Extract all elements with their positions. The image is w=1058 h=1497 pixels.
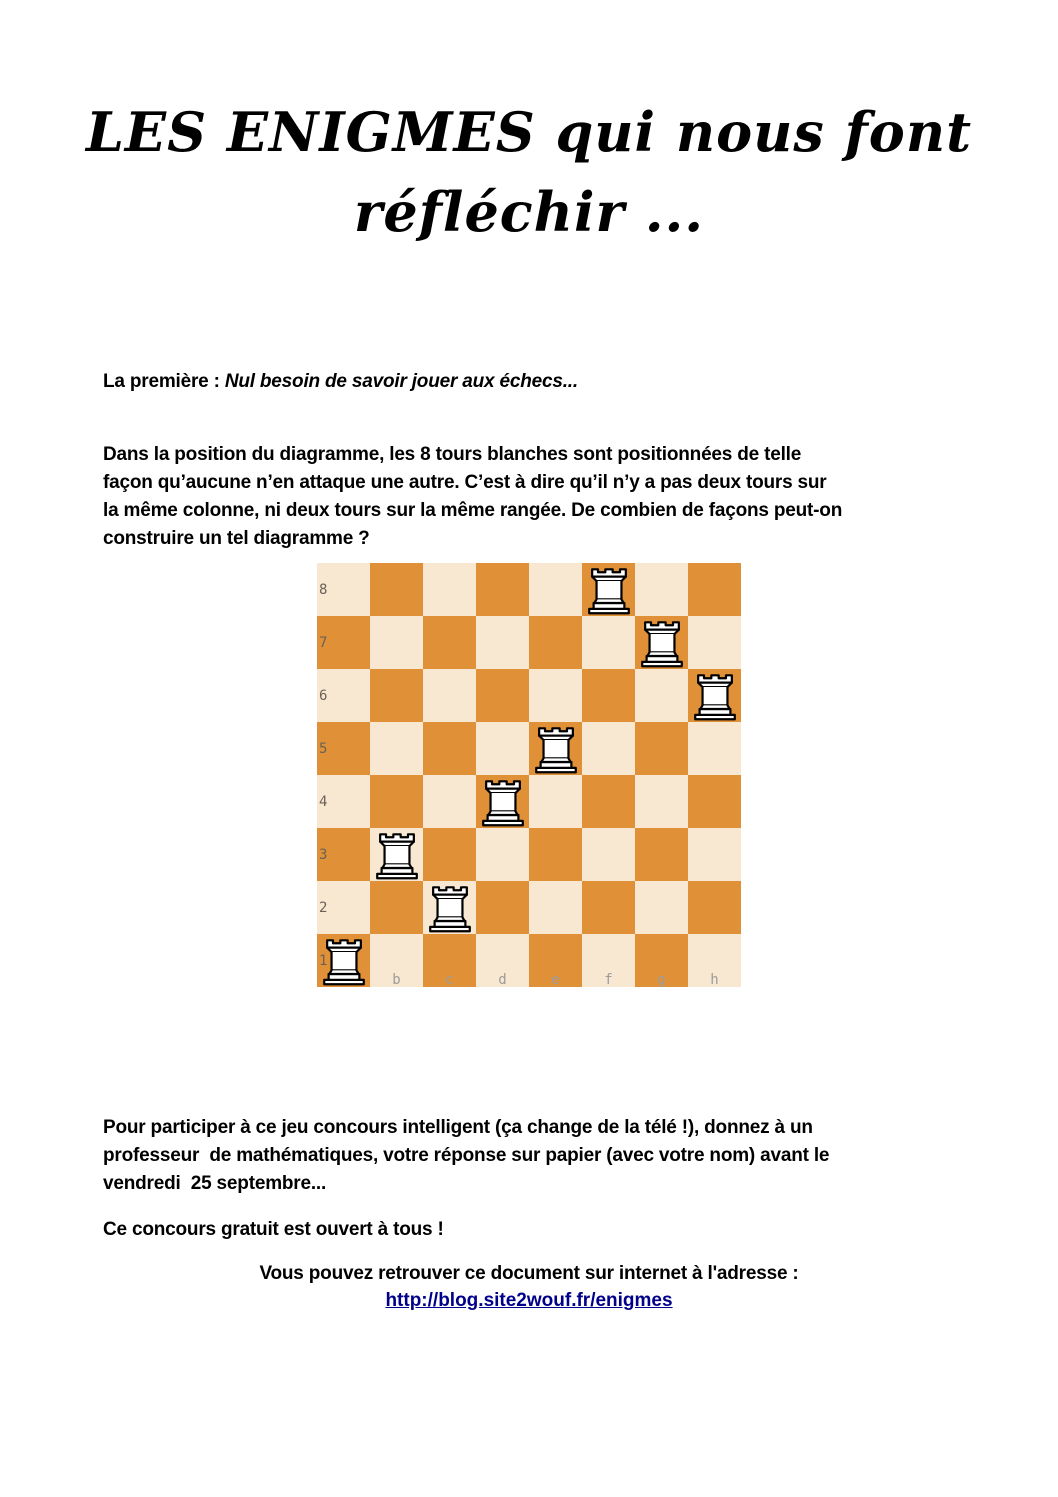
board-square-h7	[688, 616, 741, 669]
board-square-a1	[317, 934, 370, 987]
board-square-f3	[582, 828, 635, 881]
rank-label-3: 3	[319, 846, 328, 863]
white-rook-icon	[321, 937, 367, 987]
board-square-e2	[529, 881, 582, 934]
white-rook-icon	[533, 725, 579, 775]
board-square-a5	[317, 722, 370, 775]
participation-line: vendredi 25 septembre...	[103, 1173, 327, 1194]
board-square-a6	[317, 669, 370, 722]
board-square-f5	[582, 722, 635, 775]
board-square-e5	[529, 722, 582, 775]
board-square-h6	[688, 669, 741, 722]
rank-label-2: 2	[319, 899, 328, 916]
board-square-b1	[370, 934, 423, 987]
white-rook-svg	[692, 672, 738, 722]
board-square-b3	[370, 828, 423, 881]
white-rook-svg	[374, 831, 420, 881]
problem-line: la même colonne, ni deux tours sur la même rangée. De combien de façons peut-on	[103, 500, 843, 521]
board-square-b5	[370, 722, 423, 775]
board-square-b6	[370, 669, 423, 722]
file-label-f: f	[604, 972, 613, 988]
intro-emphasis: Nul besoin de savoir jouer aux échecs...	[224, 371, 578, 392]
board-square-d6	[476, 669, 529, 722]
white-rook-svg	[586, 566, 632, 616]
document-title-line1: LES ENIGMES qui nous font	[85, 100, 973, 164]
document-title	[0, 92, 1058, 252]
board-square-h5	[688, 722, 741, 775]
white-rook-svg	[639, 619, 685, 669]
board-square-a3	[317, 828, 370, 881]
board-square-c6	[423, 669, 476, 722]
white-rook-svg	[533, 725, 579, 775]
participation-paragraph	[103, 1114, 829, 1198]
white-rook-svg	[321, 937, 367, 987]
board-square-d4	[476, 775, 529, 828]
rank-label-5: 5	[319, 740, 328, 757]
problem-line: Dans la position du diagramme, les 8 tours blanches sont positionnées de telle	[103, 444, 802, 465]
white-rook-svg	[480, 778, 526, 828]
white-rook-icon	[480, 778, 526, 828]
white-rook-icon	[586, 566, 632, 616]
chess-board	[317, 563, 741, 987]
board-square-c1	[423, 934, 476, 987]
white-rook-icon	[639, 619, 685, 669]
white-rook-icon	[692, 672, 738, 722]
contest-open-note-text: Ce concours gratuit est ouvert à tous !	[103, 1219, 444, 1240]
board-square-g7	[635, 616, 688, 669]
board-square-g2	[635, 881, 688, 934]
board-square-e1	[529, 934, 582, 987]
board-square-c8	[423, 563, 476, 616]
board-square-a7	[317, 616, 370, 669]
board-square-b7	[370, 616, 423, 669]
participation-line: professeur de mathématiques, votre réponse sur papier (avec votre nom) avant le	[103, 1145, 830, 1166]
board-square-d8	[476, 563, 529, 616]
board-square-h2	[688, 881, 741, 934]
footer-link-row	[0, 1290, 1058, 1312]
board-square-b8	[370, 563, 423, 616]
board-square-f1	[582, 934, 635, 987]
board-square-f8	[582, 563, 635, 616]
problem-line: façon qu’aucune n’en attaque une autre. C’est à dire qu’il n’y a pas deux tours sur	[103, 472, 827, 493]
board-square-d2	[476, 881, 529, 934]
board-square-a8	[317, 563, 370, 616]
white-rook-svg	[427, 884, 473, 934]
board-square-b2	[370, 881, 423, 934]
file-label-b: b	[392, 972, 401, 988]
rank-label-1: 1	[319, 952, 328, 969]
board-square-g1	[635, 934, 688, 987]
intro-prefix: La première :	[103, 371, 225, 392]
white-rook-icon	[374, 831, 420, 881]
board-square-f6	[582, 669, 635, 722]
board-square-c4	[423, 775, 476, 828]
board-square-c2	[423, 881, 476, 934]
board-square-a4	[317, 775, 370, 828]
board-square-g4	[635, 775, 688, 828]
board-square-g3	[635, 828, 688, 881]
board-square-a2	[317, 881, 370, 934]
board-square-f2	[582, 881, 635, 934]
board-square-h1	[688, 934, 741, 987]
file-label-c: c	[445, 972, 454, 988]
board-square-f4	[582, 775, 635, 828]
footer-address-text: Vous pouvez retrouver ce document sur internet à l'adresse :	[259, 1263, 799, 1284]
participation-line: Pour participer à ce jeu concours intelligent (ça change de la télé !), donnez à un	[103, 1117, 813, 1138]
rank-label-8: 8	[319, 581, 328, 598]
board-square-c3	[423, 828, 476, 881]
rank-label-6: 6	[319, 687, 328, 704]
board-square-h4	[688, 775, 741, 828]
board-square-e4	[529, 775, 582, 828]
board-square-g8	[635, 563, 688, 616]
board-square-h3	[688, 828, 741, 881]
board-square-e6	[529, 669, 582, 722]
board-square-g5	[635, 722, 688, 775]
board-square-f7	[582, 616, 635, 669]
board-square-d7	[476, 616, 529, 669]
document-title-line2: réfléchir ...	[353, 180, 705, 244]
white-rook-icon	[427, 884, 473, 934]
file-label-h: h	[710, 972, 719, 988]
board-square-d1	[476, 934, 529, 987]
board-square-c7	[423, 616, 476, 669]
board-square-e3	[529, 828, 582, 881]
contest-open-note	[103, 1216, 444, 1244]
board-square-e7	[529, 616, 582, 669]
board-square-h8	[688, 563, 741, 616]
board-square-b4	[370, 775, 423, 828]
problem-paragraph	[103, 441, 842, 553]
board-square-e8	[529, 563, 582, 616]
file-label-e: e	[551, 972, 560, 988]
board-square-c5	[423, 722, 476, 775]
board-square-d5	[476, 722, 529, 775]
board-square-g6	[635, 669, 688, 722]
intro-paragraph	[103, 368, 578, 396]
file-label-d: d	[498, 972, 507, 988]
rank-label-7: 7	[319, 634, 328, 651]
rank-label-4: 4	[319, 793, 328, 810]
enigmes-link[interactable]: http://blog.site2wouf.fr/enigmes	[385, 1290, 673, 1311]
file-label-g: g	[657, 972, 666, 988]
problem-line: construire un tel diagramme ?	[103, 528, 370, 549]
board-square-d3	[476, 828, 529, 881]
